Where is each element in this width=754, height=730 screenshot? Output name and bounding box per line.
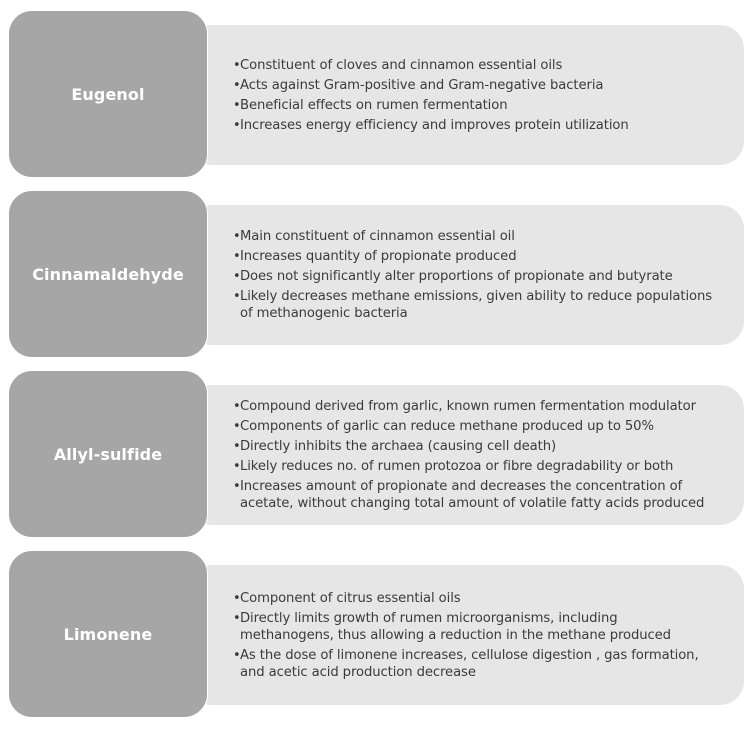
bullet-text: Increases energy efficiency and improves protein utilization (240, 117, 629, 133)
bullet-item (233, 478, 714, 512)
bullet-text: Main constituent of cinnamon essential oil (240, 229, 515, 244)
bullet-text: Beneficial effects on rumen fermentation (240, 97, 508, 113)
bullet-dot-icon: • (233, 269, 241, 284)
compound-row-eugenol (8, 10, 744, 180)
compound-name-box (8, 10, 208, 178)
bullet-item (233, 268, 714, 285)
bullet-dot-icon: • (233, 97, 241, 113)
compound-name: Eugenol (71, 84, 145, 104)
bullet-item (233, 288, 714, 322)
bullet-text: Increases quantity of propionate produced (240, 249, 517, 264)
bullet-dot-icon: • (233, 289, 241, 304)
description-box (188, 25, 744, 165)
bullet-item (233, 57, 714, 74)
bullet-text: Component of citrus essential oils (240, 590, 461, 606)
bullet-item (233, 248, 714, 265)
bullet-dot-icon: • (233, 249, 241, 264)
bullet-item (233, 458, 714, 475)
bullet-dot-icon: • (233, 479, 241, 494)
bullet-item (233, 590, 714, 607)
bullet-text: Likely reduces no. of rumen protozoa or fibre degradability or both (240, 459, 674, 474)
bullet-text: Directly inhibits the archaea (causing cell death) (240, 439, 556, 454)
bullet-item (233, 77, 714, 94)
bullet-dot-icon: • (233, 610, 241, 626)
bullet-item (233, 97, 714, 114)
compound-row-limonene (8, 550, 744, 720)
bullet-dot-icon: • (233, 399, 241, 414)
bullet-text: Increases amount of propionate and decreases the concentration of acetate, without changing total amount of volatile fatty acids produced (240, 479, 705, 511)
bullet-list (233, 57, 714, 134)
compound-name-box (8, 190, 208, 358)
bullet-dot-icon: • (233, 647, 241, 663)
compound-row-allyl-sulfide (8, 370, 744, 540)
bullet-dot-icon: • (233, 459, 241, 474)
bullet-list (233, 590, 714, 681)
compound-row-cinnamaldehyde (8, 190, 744, 360)
compound-name: Limonene (63, 624, 153, 644)
compound-name: Allyl-sulfide (53, 444, 163, 464)
bullet-dot-icon: • (233, 439, 241, 454)
bullet-dot-icon: • (233, 590, 241, 606)
bullet-text: Acts against Gram-positive and Gram-negative bacteria (240, 77, 604, 93)
bullet-text: Directly limits growth of rumen microorganisms, including methanogens, thus allowing a reduction in the methane produced (240, 610, 671, 643)
bullet-text: Does not significantly alter proportions of propionate and butyrate (240, 269, 673, 284)
bullet-dot-icon: • (233, 77, 241, 93)
bullet-item (233, 647, 714, 681)
compound-name-box (8, 550, 208, 718)
bullet-text: Likely decreases methane emissions, given ability to reduce populations of methanogenic bacteria (240, 289, 713, 321)
bullet-item (233, 117, 714, 134)
description-box (188, 565, 744, 705)
bullet-text: As the dose of limonene increases, cellulose digestion , gas formation, and acetic acid production decrease (240, 647, 699, 680)
bullet-dot-icon: • (233, 117, 241, 133)
bullet-item (233, 228, 714, 245)
description-box (188, 385, 744, 525)
bullet-dot-icon: • (233, 57, 241, 73)
description-box (188, 205, 744, 345)
bullet-text: Components of garlic can reduce methane produced up to 50% (240, 419, 654, 434)
bullet-dot-icon: • (233, 419, 241, 434)
bullet-list (233, 398, 714, 512)
compound-name-box (8, 370, 208, 538)
bullet-dot-icon: • (233, 229, 241, 244)
bullet-text: Constituent of cloves and cinnamon essential oils (240, 57, 563, 73)
bullet-list (233, 228, 714, 322)
bullet-item (233, 438, 714, 455)
bullet-item (233, 610, 714, 644)
compound-name: Cinnamaldehyde (32, 264, 184, 284)
bullet-item (233, 398, 714, 415)
bullet-item (233, 418, 714, 435)
bullet-text: Compound derived from garlic, known rumen fermentation modulator (240, 399, 696, 414)
